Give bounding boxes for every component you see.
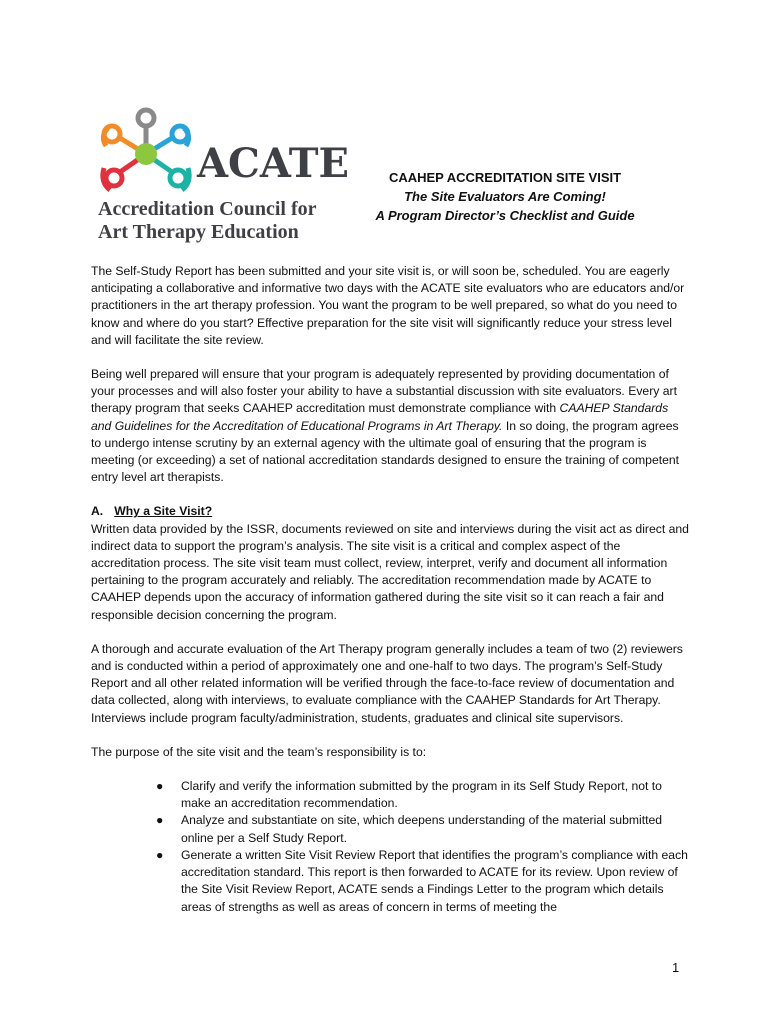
intro-paragraph: The Self-Study Report has been submitted and your site visit is, or will soon be, scheduled. You are eagerly anticipating a collaborative and informative two days with the ACATE site evaluators who are educators and/or practitioners in the art therapy profession. You want the program to be well prepared, so what do you need to know and where do you start? Effective preparation for the site visit will significantly reduce your stress level and will facilitate the site review. — [91, 264, 685, 347]
evaluation-paragraph: A thorough and accurate evaluation of the Art Therapy program generally includes a team of two (2) reviewers and is conducted within a period of approximately one and one-half to two days. The program’s Self-Study Report and all other related information will be verified through the face-to-face review of documentation and data collected, along with interviews, to evaluate compliance with the CAAHEP Standards for Art Therapy. Interviews include program faculty/administration, students, graduates and clinical site supervisors. — [91, 641, 683, 725]
list-item-text: Generate a written Site Visit Review Report that identifies the program’s compliance with each accreditation standard. This report is then forwarded to ACATE for its review. Upon review of the Site Visit Review Report, ACATE sends a Findings Letter to the program which details areas of strengths as well as areas of concern in terms of meeting the — [181, 847, 688, 914]
bullet-icon: ● — [156, 779, 164, 794]
section-a-heading — [91, 503, 691, 520]
list-item — [156, 778, 691, 812]
section-a-title: Why a Site Visit? — [114, 504, 213, 519]
acate-molecule-icon — [96, 106, 196, 202]
preparation-paragraph — [91, 366, 691, 486]
purpose-list — [91, 778, 691, 916]
list-item — [156, 847, 691, 916]
document-subtitle-2: A Program Director’s Checklist and Guide — [375, 208, 635, 223]
preparation-text-b: In so doing, the program agrees to undergo intense scrutiny by an external agency with the ultimate goal of ensuring that the program is meeting (or exceeding) a set of national accreditation standards designed to ensure the training of competent entry level art therapists. — [91, 418, 680, 485]
document-title-block — [355, 168, 655, 225]
bullet-icon: ● — [156, 813, 164, 828]
list-item-text: Analyze and substantiate on site, which deepens understanding of the material submitted online per a Self Study Report. — [181, 813, 663, 845]
section-a-letter: A. — [91, 504, 104, 519]
site-visit-paragraph: Written data provided by the ISSR, documents reviewed on site and interviews during the visit act as direct and indirect data to support the program’s analysis. The site visit is a critical and complex aspect of the accreditation process. The site visit team must collect, review, interpret, verify and document all information pertaining to the program accurately and reliably. The accreditation recommendation made by ACATE to CAAHEP depends upon the accuracy of information gathered during the site visit so it can reach a fair and responsible decision concerning the program. — [91, 521, 689, 622]
acate-logo — [96, 106, 349, 246]
standards-title: CAAHEP Standards and Guidelines for the Accreditation of Educational Programs in Art Therapy. — [91, 401, 669, 433]
document-body — [91, 263, 691, 916]
page-number: 1 — [672, 960, 680, 975]
bullet-icon: ● — [156, 847, 164, 862]
logo-tagline-line1: Accreditation Council for — [98, 198, 317, 220]
logo-acronym: ACATE — [197, 140, 349, 187]
list-item — [156, 812, 691, 846]
document-title: CAAHEP ACCREDITATION SITE VISIT — [388, 170, 622, 185]
preparation-text-a: Being well prepared will ensure that your program is adequately represented by providing documentation of your processes and will also foster your ability to have a substantial discussion with site evaluators. Every art therapy program that seeks CAAHEP accreditation must demonstrate compliance with — [91, 367, 677, 416]
purpose-paragraph: The purpose of the site visit and the team’s responsibility is to: — [91, 744, 427, 759]
document-subtitle: The Site Evaluators Are Coming! — [404, 189, 606, 204]
logo-tagline-line2: Art Therapy Education — [98, 221, 299, 243]
list-item-text: Clarify and verify the information submitted by the program in its Self Study Report, not to make an accreditation recommendation. — [181, 779, 662, 811]
